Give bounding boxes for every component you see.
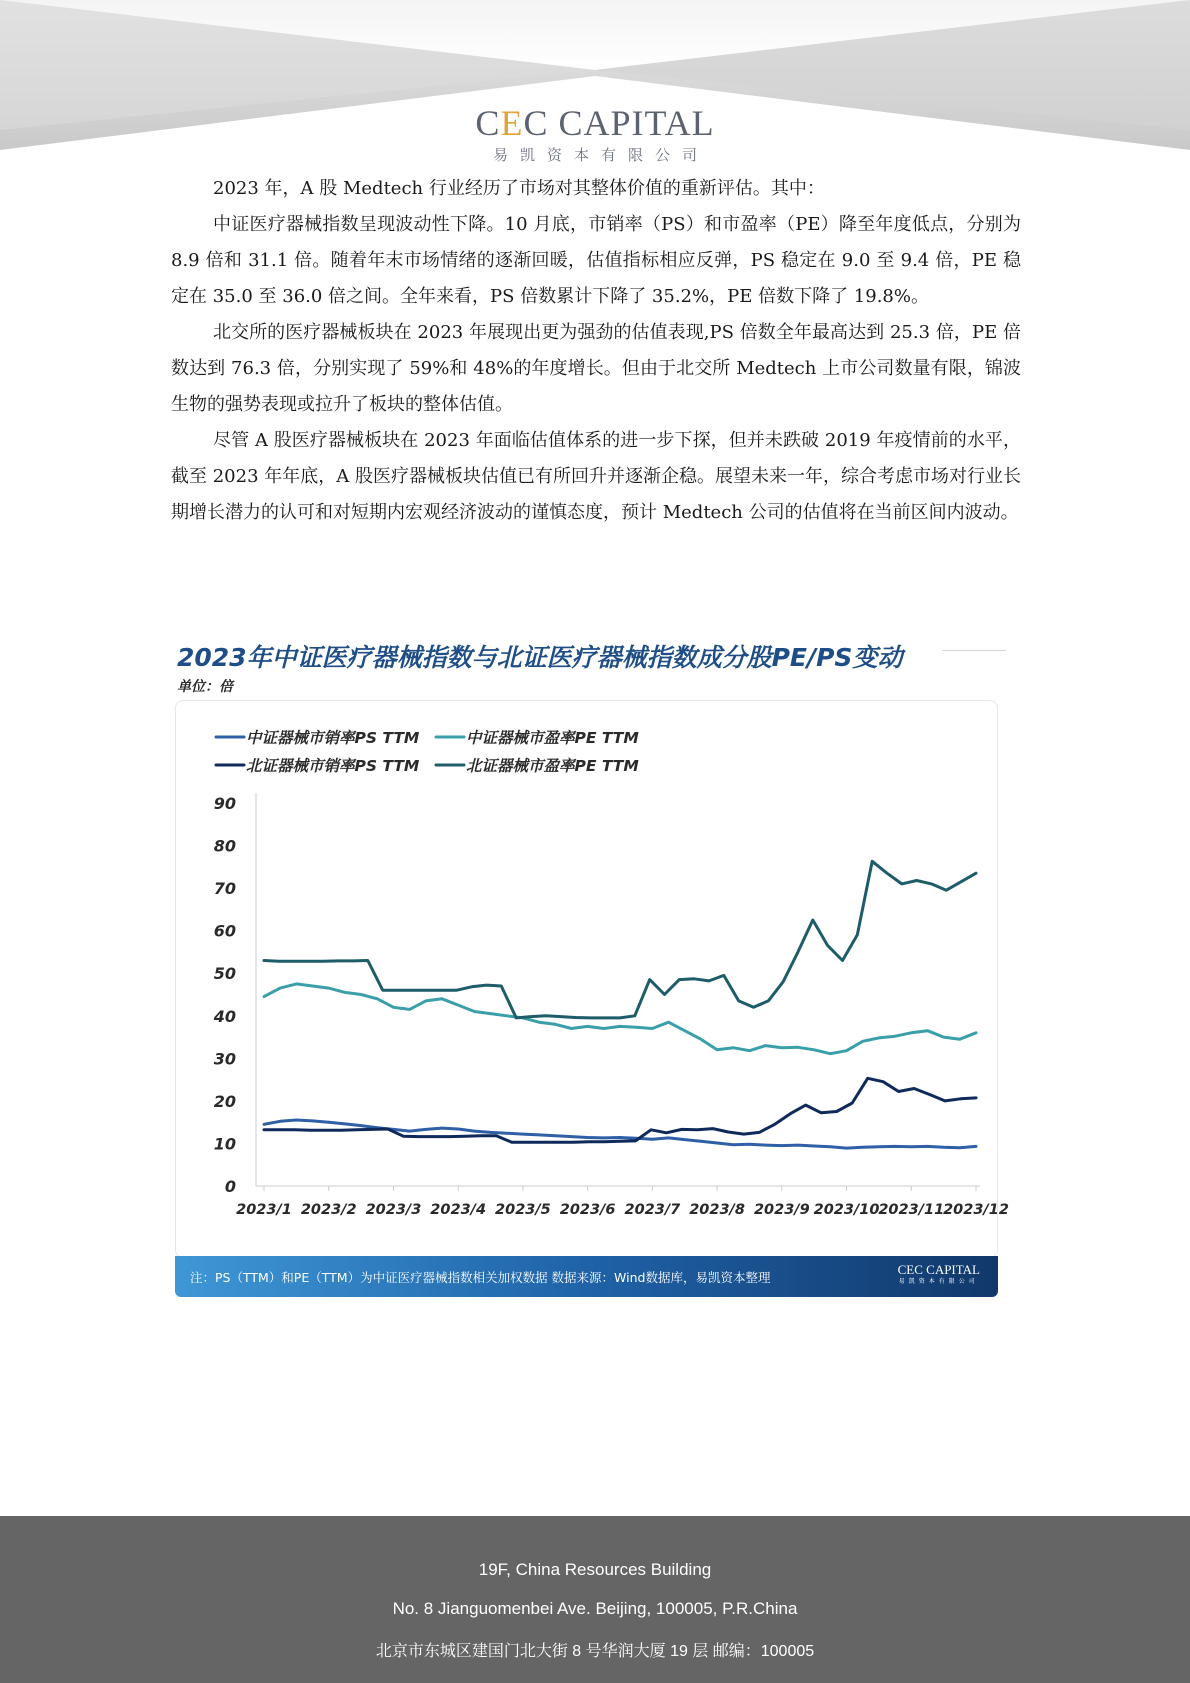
chart-footer-logo	[898, 1263, 980, 1286]
body-text	[171, 171, 1021, 531]
x-tick-label: 2023/1	[236, 1202, 292, 1218]
y-tick-label: 10	[213, 1134, 236, 1154]
chart-card	[175, 700, 1009, 1258]
chart-title: 2023年中证医疗器械指数与北证医疗器械指数成分股PE/PS变动	[177, 643, 903, 672]
x-tick-label: 2023/4	[430, 1202, 487, 1218]
y-tick-label: 70	[213, 879, 236, 899]
legend-label: 中证器械市盈率PE TTM	[466, 729, 639, 747]
x-tick-label: 2023/10	[813, 1202, 880, 1218]
series-line-4	[264, 861, 976, 1018]
legend-label: 中证器械市销率PS TTM	[246, 729, 420, 747]
footer-logo-subtitle: 易凯资本有限公司	[898, 1278, 979, 1285]
y-tick-label: 20	[213, 1091, 236, 1111]
x-tick-label: 2023/7	[624, 1202, 681, 1218]
footer-address-line-1: 19F, China Resources Building	[478, 1560, 712, 1579]
title-rule	[942, 650, 1006, 651]
series-line-3	[264, 1078, 976, 1142]
y-tick-label: 90	[213, 794, 236, 813]
paragraph-csi-index: 中证医疗器械指数呈现波动性下降。10 月底，市销率（PS）和市盈率（PE）降至年度低点，分别为 8.9 倍和 31.1 倍。随着年末市场情绪的逐渐回暖，估值指标相应反弹，PS 稳定在 9.0 至 9.4 倍，PE 稳定在 35.0 至 36.0 倍之间。全年来看，PS 倍数累计下降了 35.2%，PE 倍数下降了 19.8%。	[171, 214, 1021, 307]
chart-source-note: 注：PS（TTM）和PE（TTM）为中证医疗器械指数相关加权数据 数据来源：Wind数据库，易凯资本整理	[190, 1270, 771, 1285]
legend-label: 北证器械市盈率PE TTM	[466, 757, 639, 775]
paragraph-bse-sector: 北交所的医疗器械板块在 2023 年展现出更为强劲的估值表现,PS 倍数全年最高达到 25.3 倍，PE 倍数达到 76.3 倍，分别实现了 59%和 48%的年度增长。但由于北交所 Medtech 上市公司数量有限，锦波生物的强势表现或拉升了板块的整体估值。	[171, 322, 1021, 415]
y-tick-label: 0	[224, 1177, 236, 1196]
y-tick-label: 50	[213, 964, 236, 984]
x-tick-label: 2023/9	[753, 1202, 810, 1218]
paragraph-intro: 2023 年，A 股 Medtech 行业经历了市场对其整体价值的重新评估。其中：	[213, 178, 825, 199]
x-tick-label: 2023/12	[943, 1202, 1009, 1218]
y-tick-label: 80	[213, 836, 236, 856]
y-tick-label: 60	[213, 921, 236, 941]
paragraph-outlook: 尽管 A 股医疗器械板块在 2023 年面临估值体系的进一步下探，但并未跌破 2019 年疫情前的水平，截至 2023 年年底，A 股医疗器械板块估值已有所回升并逐渐企稳。展望未来一年，综合考虑市场对行业长期增长潜力的认可和对短期内宏观经济波动的谨慎态度，预计 Medtech 公司的估值将在当前区间内波动。	[171, 430, 1021, 523]
footer-address-line-3: 北京市东城区建国门北大街 8 号华润大厦 19 层 邮编：100005	[375, 1643, 815, 1660]
company-logo	[0, 104, 1190, 165]
line-chart	[176, 701, 1009, 1259]
legend-label: 北证器械市销率PS TTM	[246, 757, 420, 775]
logo-subtitle: 易凯资本有限公司	[492, 146, 709, 164]
page-footer	[0, 1516, 1190, 1683]
x-tick-label: 2023/8	[689, 1202, 745, 1218]
x-tick-label: 2023/2	[300, 1202, 357, 1218]
valuation-chart	[171, 628, 1009, 1300]
x-tick-label: 2023/6	[559, 1202, 616, 1218]
x-tick-label: 2023/5	[495, 1202, 551, 1218]
y-tick-label: 40	[213, 1006, 236, 1026]
y-tick-label: 30	[213, 1049, 236, 1069]
footer-address-line-2: No. 8 Jianguomenbei Ave. Beijing, 100005, P.R.China	[392, 1599, 798, 1618]
footer-logo-wordmark: CEC CAPITAL	[897, 1262, 980, 1277]
x-tick-label: 2023/11	[878, 1202, 945, 1218]
chart-footer	[175, 1256, 998, 1297]
logo-wordmark: CEC CAPITAL	[475, 103, 715, 143]
chart-unit-label: 单位：倍	[177, 679, 233, 695]
x-tick-label: 2023/3	[365, 1202, 422, 1218]
series-line-1	[264, 1120, 976, 1148]
